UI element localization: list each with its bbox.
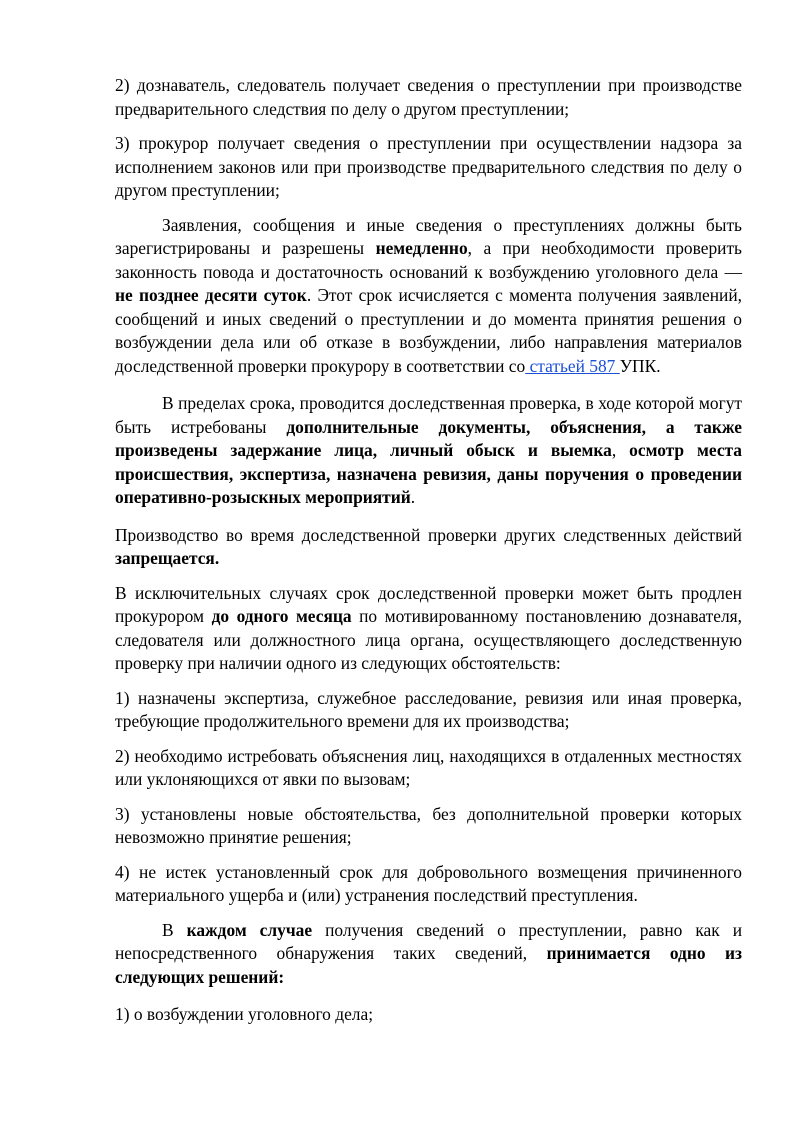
text-run: Производство во время доследственной проверки других следственных действий xyxy=(115,524,742,545)
text-run: В пределах срока, проводится доследственная проверка, в ходе которой могут быть истребованы xyxy=(115,393,742,437)
text-run: , xyxy=(611,440,630,460)
text-run: УПК. xyxy=(619,355,661,376)
emphasis-each-case: каждом случае xyxy=(186,919,313,940)
paragraph-extension xyxy=(115,582,742,676)
paragraph-registration-term xyxy=(115,214,742,379)
list-item-3: 3) установлены новые обстоятельства, без дополнительной проверки которых невозможно принятие решения; xyxy=(115,803,742,847)
emphasis-one-month: до одного месяца xyxy=(211,606,352,626)
emphasis-immediately: немедленно xyxy=(375,238,468,258)
article-587-link[interactable]: статьей 587 xyxy=(525,355,620,376)
emphasis-prohibited: запрещается. xyxy=(115,548,220,568)
text-run: В xyxy=(162,919,187,940)
emphasis-decision: принимается одно из следующих решений: xyxy=(115,943,742,987)
text-run: . xyxy=(410,487,416,507)
paragraph-prohibition xyxy=(115,524,742,571)
list-item-1: 1) назначены экспертиза, служебное расследование, ревизия или иная проверка, требующие продолжительного времени для их производства; xyxy=(115,687,742,731)
text-run: . Этот срок исчисляется с момента получения заявлений, сообщений и иных сведений о преступлении и до момента принятия решения о возбуждении дела или об отказе в возбуждении, либо направления материалов доследственной проверки прокурору в соответствии со xyxy=(115,285,742,376)
paragraph-decisions xyxy=(115,919,742,990)
list-item-4: 4) не истек установленный срок для добровольного возмещения причиненного материального ущерба и (или) устранения последствий преступления. xyxy=(115,861,742,905)
text-run: В исключительных случаях срок доследственной проверки может быть продлен прокурором xyxy=(115,582,742,626)
paragraph-item-2: 2) дознаватель, следователь получает сведения о преступлении при производстве предварительного следствия по делу о другом преступлении; xyxy=(115,75,742,119)
paragraph-item-3: 3) прокурор получает сведения о преступлении при осуществлении надзора за исполнением законов или при производстве предварительного следствия по делу о другом преступлении; xyxy=(115,133,742,200)
text-run: по мотивированному постановлению дознавателя, следователя или должностного лица органа, осуществляющего доследственную проверку при наличии одного из следующих обстоятельств: xyxy=(115,606,742,673)
emphasis-ten-days: не позднее десяти суток xyxy=(115,285,307,305)
emphasis-inspection: осмотр места происшествия, экспертиза, назначена ревизия, даны поручения о проведении оперативно-розыскных мероприятий xyxy=(115,440,743,507)
paragraph-preliminary-check xyxy=(115,392,742,510)
emphasis-documents: дополнительные документы, объяснения, а также произведены задержание лица, личный обыск и выемка xyxy=(115,416,742,460)
text-run: , а при необходимости проверить законность повода и достаточность оснований к возбуждению уголовного дела — xyxy=(115,238,742,282)
text-run: Заявления, сообщения и иные сведения о преступлениях должны быть зарегистрированы и разрешены xyxy=(115,214,742,258)
decision-item-1: 1) о возбуждении уголовного дела; xyxy=(115,1004,374,1024)
text-run: получения сведений о преступлении, равно как и непосредственного обнаружения таких сведений, xyxy=(115,919,743,963)
list-item-2: 2) необходимо истребовать объяснения лиц, находящихся в отдаленных местностях или уклоняющихся от явки по вызовам; xyxy=(115,745,742,789)
